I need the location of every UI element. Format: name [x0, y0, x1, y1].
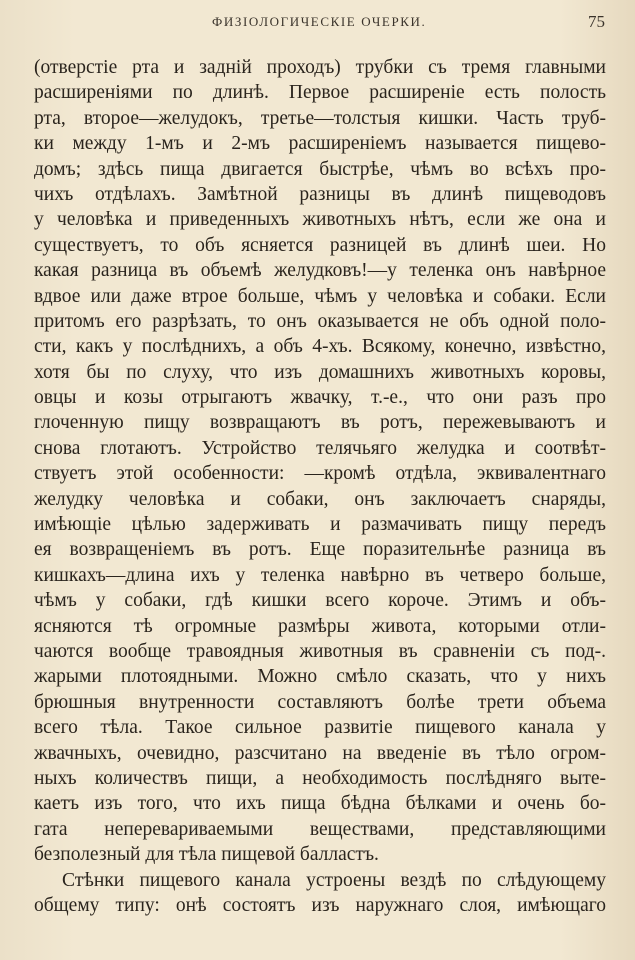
- text-line: чихъ отдѣлахъ. Замѣтной разницы въ длинѣ пищеводовъ: [34, 183, 606, 205]
- text-line: кишкахъ—длина ихъ у теленка навѣрно въ четверо больше,: [34, 564, 606, 586]
- text-line: хотя бы по слуху, что изъ домашнихъ животныхъ коровы,: [34, 361, 606, 383]
- text-line: имѣющіе цѣлью задерживать и размачивать пищу передъ: [34, 514, 606, 536]
- text-line: глоченную пищу возвращаютъ въ ротъ, пережевываютъ и: [34, 412, 606, 434]
- text-line: брюшныя внутренности составляютъ болѣе трети объема: [34, 691, 606, 713]
- text-line: домъ; здѣсь пища двигается быстрѣе, чѣмъ во всѣхъ про-: [34, 158, 606, 180]
- text-line: ки между 1-мъ и 2-мъ расширеніемъ называется пищево-: [34, 133, 606, 155]
- text-line: чаются вообще травоядныя животныя въ сравненіи съ под-.: [34, 640, 606, 662]
- text-line: сти, какъ у послѣднихъ, а объ 4-хъ. Всякому, конечно, извѣстно,: [34, 336, 606, 358]
- text-line: (отверстіе рта и задній проходъ) трубки съ тремя главными: [34, 57, 606, 78]
- text-line: ныхъ количествъ пищи, а необходимость послѣдняго выте-: [34, 767, 606, 789]
- text-line: безполезный для тѣла пищевой балластъ.: [34, 844, 379, 866]
- text-line: каетъ изъ того, что ихъ пища бѣдна бѣлками и очень бо-: [34, 793, 606, 815]
- paragraph-2: [34, 868, 606, 919]
- paragraph-1: [34, 55, 606, 868]
- text-line: Стѣнки пищевого канала устроены вездѣ по слѣдующему: [62, 869, 606, 891]
- body-text: [34, 55, 606, 918]
- text-line: жвачныхъ, очевидно, разсчитано на введеніе въ тѣло огром-: [34, 742, 606, 764]
- text-line: всего тѣла. Такое сильное развитіе пищевого канала у: [34, 717, 606, 739]
- text-line: какая разница въ объемѣ желудковъ!—у теленка онъ навѣрное: [34, 260, 606, 282]
- text-line: чѣмъ у собаки, гдѣ кишки всего короче. Этимъ и объ-: [34, 590, 606, 612]
- text-line: снова глотаютъ. Устройство телячьяго желудка и соотвѣт-: [34, 437, 606, 459]
- text-line: рта, второе—желудокъ, третье—толстыя кишки. Часть труб-: [34, 107, 606, 129]
- text-line: жарыми плотоядными. Можно смѣло сказать, что у нихъ: [34, 666, 606, 688]
- running-head: [0, 14, 635, 36]
- page-number: 75: [588, 12, 605, 31]
- text-line: желудку человѣка и собаки, онъ заключаетъ снаряды,: [34, 488, 606, 510]
- text-line: общему типу: онѣ состоятъ изъ наружнаго слоя, имѣющаго: [34, 894, 606, 916]
- text-line: притомъ его разрѣзать, то онъ оказывается не объ одной поло-: [34, 310, 606, 332]
- text-line: ея возвращеніемъ въ ротъ. Еще поразительнѣе разница въ: [34, 539, 606, 561]
- text-line: ствуетъ этой особенности: —кромѣ отдѣла, эквивалентнаго: [34, 463, 606, 485]
- text-line: овцы и козы отрыгаютъ жвачку, т.-е., что они разъ про: [34, 387, 606, 409]
- text-line: гата неперевариваемыми веществами, представляющими: [34, 818, 606, 840]
- text-line: у человѣка и приведенныхъ животныхъ нѣтъ, если же она и: [34, 209, 606, 231]
- text-line: существуетъ, то объ ясняется разницей въ длинѣ шеи. Но: [34, 234, 606, 256]
- text-line: вдвое или даже втрое больше, чѣмъ у человѣка и собаки. Если: [34, 285, 606, 307]
- running-head-title: ФИЗІОЛОГИЧЕСКІЕ ОЧЕРКИ.: [212, 14, 427, 29]
- text-line: расширеніями по длинѣ. Первое расширеніе есть полость: [34, 82, 606, 104]
- text-line: ясняются тѣ огромные размѣры живота, которыми отли-: [34, 615, 606, 637]
